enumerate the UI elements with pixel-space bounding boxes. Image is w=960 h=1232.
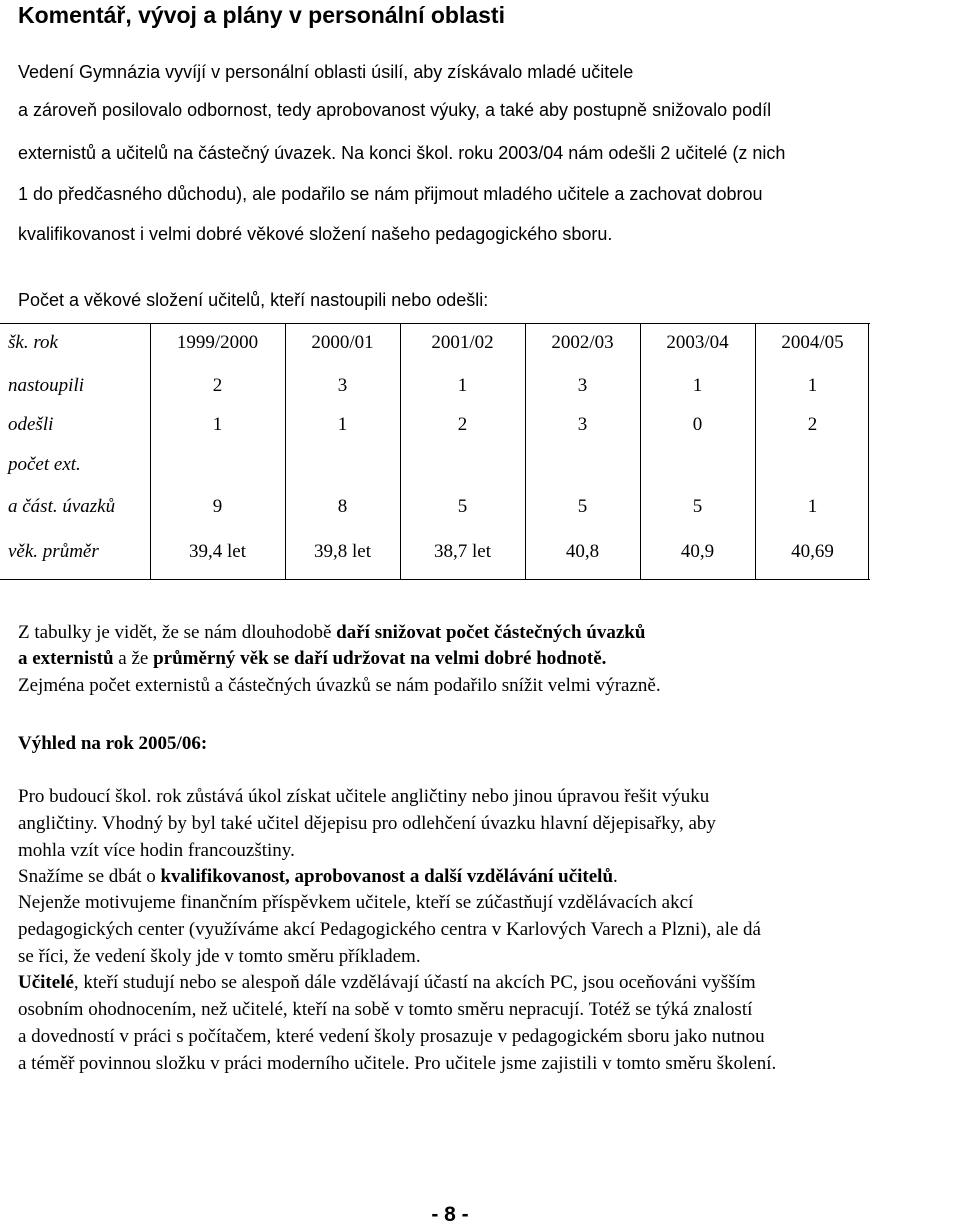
outlook-line: se říci, že vedení školy jde v tomto směru příkladem. <box>18 946 421 967</box>
row-label: věk. průměr <box>8 541 99 562</box>
table-cell: 1 <box>337 414 348 435</box>
table-cell: 1 <box>457 375 468 396</box>
table-cell: 3 <box>337 375 348 396</box>
table-cell: 38,7 let <box>434 541 491 562</box>
table-cell: 2 <box>807 414 818 435</box>
outlook-line: osobním ohodnocením, než učitelé, kteří na sobě v tomto směru nepracují. Totéž se týká znalostí <box>18 999 753 1020</box>
outlook-line: a téměř povinnou složku v práci moderního učitele. Pro učitele jsme zajistili v tomto směru školení. <box>18 1053 777 1074</box>
header-label: šk. rok <box>8 332 58 353</box>
table-cell: 1 <box>692 375 703 396</box>
header-year: 2000/01 <box>311 332 374 353</box>
row-label: a část. úvazků <box>8 496 116 517</box>
table-cell: 1 <box>807 375 818 396</box>
intro-line: Vedení Gymnázia vyvíjí v personální oblasti úsilí, aby získávalo mladé učitele <box>18 62 634 82</box>
table-cell: 39,4 let <box>189 541 246 562</box>
outlook-line: angličtiny. Vhodný by byl také učitel dějepisu pro odlehčení úvazku hlavní dějepisařky, aby <box>18 813 716 834</box>
table-cell: 40,9 <box>680 541 715 562</box>
outlook-line: a dovedností v práci s počítačem, které vedení školy prosazuje v pedagogickém sboru jako nutnou <box>18 1026 765 1047</box>
table-cell: 3 <box>577 414 588 435</box>
page-title: Komentář, vývoj a plány v personální oblasti <box>18 2 505 28</box>
teacher-stats-table <box>0 323 870 580</box>
outlook-line: Nejenže motivujeme finančním příspěvkem učitele, kteří se zúčastňují vzdělávacích akcí <box>18 892 694 913</box>
outlook-line: pedagogických center (využíváme akcí Pedagogického centra v Karlových Varech a Plzni), ale dá <box>18 919 761 940</box>
table-cell: 5 <box>577 496 588 517</box>
outlook-line: Pro budoucí škol. rok zůstává úkol získat učitele angličtiny nebo jinou úpravou řešit výuku <box>18 786 710 807</box>
table-caption: Počet a věkové složení učitelů, kteří nastoupili nebo odešli: <box>18 290 489 310</box>
intro-line: 1 do předčasného důchodu), ale podařilo se nám přijmout mladého učitele a zachovat dobrou <box>18 184 763 204</box>
row-label: počet ext. <box>8 454 81 475</box>
header-year: 2004/05 <box>781 332 844 353</box>
outlook-line: Snažíme se dbát o kvalifikovanost, aprobovanost a další vzdělávání učitelů. <box>18 866 618 887</box>
header-year: 2001/02 <box>431 332 494 353</box>
table-cell: 40,69 <box>791 541 834 562</box>
summary-line: Zejména počet externistů a částečných úvazků se nám podařilo snížit velmi výrazně. <box>18 675 661 696</box>
summary-line: a externistů a že průměrný věk se daří udržovat na velmi dobré hodnotě. <box>18 648 607 669</box>
outlook-line: Učitelé, kteří studují nebo se alespoň dále vzdělávají účastí na akcích PC, jsou oceňováni vyšším <box>18 972 756 993</box>
table-cell: 0 <box>692 414 703 435</box>
header-year: 2003/04 <box>666 332 729 353</box>
table-cell: 40,8 <box>565 541 600 562</box>
table-cell: 1 <box>807 496 818 517</box>
row-label: odešli <box>8 414 54 435</box>
outlook-line: mohla vzít více hodin francouzštiny. <box>18 840 295 861</box>
intro-line: externistů a učitelů na částečný úvazek. Na konci škol. roku 2003/04 nám odešli 2 učitelé (z nich <box>18 143 786 163</box>
page-number: - 8 - <box>431 1203 469 1226</box>
intro-line: kvalifikovanost i velmi dobré věkové složení našeho pedagogického sboru. <box>18 224 613 244</box>
table-cell: 2 <box>212 375 223 396</box>
summary-line: Z tabulky je vidět, že se nám dlouhodobě daří snižovat počet částečných úvazků <box>18 622 646 643</box>
section-heading: Výhled na rok 2005/06: <box>18 733 208 754</box>
table-cell: 9 <box>212 496 223 517</box>
intro-line: a zároveň posilovalo odbornost, tedy aprobovanost výuky, a také aby postupně snižovalo podíl <box>18 100 772 120</box>
table-cell: 3 <box>577 375 588 396</box>
table-cell: 5 <box>457 496 468 517</box>
table-cell: 8 <box>337 496 348 517</box>
table-cell: 5 <box>692 496 703 517</box>
header-year: 1999/2000 <box>176 332 259 353</box>
table-cell: 2 <box>457 414 468 435</box>
header-year: 2002/03 <box>551 332 614 353</box>
table-cell: 1 <box>212 414 223 435</box>
table-cell: 39,8 let <box>314 541 371 562</box>
row-label: nastoupili <box>8 375 85 396</box>
